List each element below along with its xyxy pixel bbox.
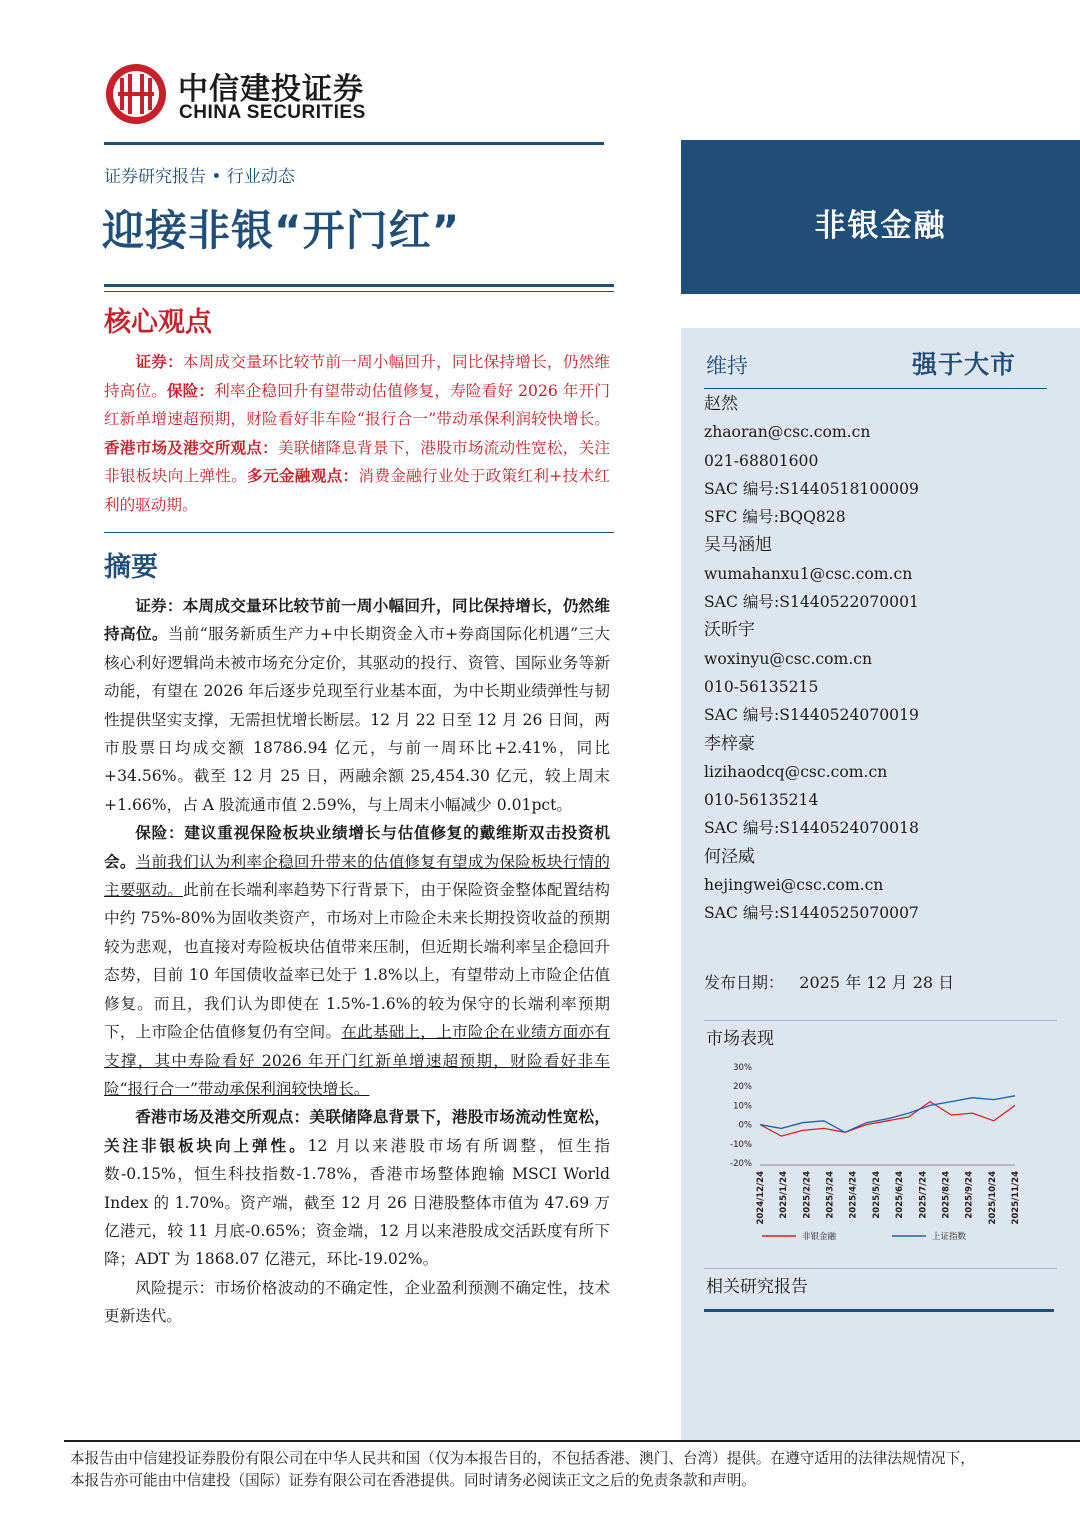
abstract-p3-text: 12 月以来港股市场有所调整，恒生指数-0.15%，恒生科技指数-1.78%，香港市场整体跑输 MSCI World Index 的 1.70%。资产端，截至 12 月 26 日港股整体市值为 47.69 万亿港元，较 11 月底-0.65%；资金端，12 月以来港股成交活跃度有所下降；ADT 为 1868.07 亿港元，环比-19.02%。	[104, 1136, 610, 1269]
legend-label: 非银金融	[802, 1232, 837, 1242]
x-tick-label: 2025/1/24	[779, 1171, 790, 1219]
analyst-sac: SAC 编号:S1440524070019	[704, 706, 919, 725]
abstract-paragraph	[104, 819, 610, 1103]
abstract-p1-bold: 证券：本周成交量环比较节前一周小幅回升，同比保持增长，仍然维持高位。	[104, 596, 610, 644]
x-tick-label: 2025/9/24	[964, 1171, 975, 1219]
analyst-sac: SAC 编号:S1440524070018	[704, 819, 919, 838]
publish-date-label: 发布日期：	[704, 973, 785, 992]
rating-value: 强于大市	[912, 350, 1017, 379]
y-tick-label: -10%	[730, 1139, 752, 1150]
analyst-email: woxinyu@csc.com.cn	[704, 649, 873, 668]
y-tick-label: 20%	[733, 1082, 752, 1093]
analyst-list	[704, 390, 1054, 928]
core-text-diversified: 消费金融行业处于政策红利+技术红利的驱动期。	[104, 467, 610, 514]
analyst-sfc: SFC 编号:BQQ828	[704, 508, 846, 527]
core-label-diversified: 多元金融观点：	[247, 466, 359, 485]
publish-date	[704, 970, 954, 993]
abstract-p3-bold: 香港市场及港交所观点：美联储降息背景下，港股市场流动性宽松，关注非银板块向上弹性。	[104, 1107, 610, 1155]
analyst-phone: 010-56135215	[704, 677, 819, 696]
analyst-email: lizihaodcq@csc.com.cn	[704, 762, 888, 781]
x-tick-label: 2025/10/24	[987, 1171, 998, 1225]
publish-date-value: 2025 年 12 月 28 日	[799, 973, 955, 992]
rating-rule	[704, 388, 1047, 389]
analyst-sac: SAC 编号:S1440518100009	[704, 479, 919, 498]
china-securities-logo-icon	[104, 62, 168, 126]
logo-name-cn: 中信建投证券	[178, 72, 364, 107]
y-tick-label: -20%	[730, 1159, 752, 1169]
x-tick-label: 2025/5/24	[871, 1171, 882, 1219]
related-rule-bottom	[704, 1309, 1054, 1312]
disclaimer-footer	[70, 1448, 1075, 1492]
analyst-sac: SAC 编号:S1440522070001	[704, 593, 919, 612]
abstract-body	[104, 592, 610, 1331]
abstract-p2-bold: 保险：建议重视保险板块业绩增长与估值修复的戴维斯双击投资机会。	[104, 823, 610, 871]
x-tick-label: 2025/3/24	[825, 1171, 836, 1219]
x-tick-label: 2025/2/24	[802, 1171, 813, 1219]
y-tick-label: 10%	[733, 1101, 752, 1112]
core-text-insurance: 利率企稳回升有望带动估值修复，寿险看好 2026 年开门红新单增速超预期，财险看好非车险“报行合一”带动承保利润较快增长。	[104, 381, 610, 428]
analyst-phone: 010-56135214	[704, 791, 819, 810]
abstract-paragraph	[104, 1274, 610, 1331]
title-rule-thick	[104, 284, 614, 287]
x-tick-label: 2025/7/24	[918, 1171, 929, 1219]
abstract-p2-underline-2: 在此基础上，上市险企在业绩方面亦有支撑，其中寿险看好 2026 年开门红新单增速超预期，财险看好非车险“报行合一”带动承保利润较快增长。	[104, 1023, 610, 1098]
abstract-p4-text: 风险提示：市场价格波动的不确定性，企业盈利预测不确定性，技术更新迭代。	[104, 1278, 610, 1326]
legend-label: 上证指数	[932, 1232, 967, 1242]
x-tick-label: 2025/4/24	[848, 1171, 859, 1219]
abstract-p2-text: 此前在长端利率趋势下行背景下，由于保险资金整体配置结构中约 75%-80%为固收类资产，市场对上市险企未来长期投资收益的预期较为悲观，也直接对寿险板块估值带来压制，但近期长端利率呈企稳回升态势，目前 10 年国债收益率已处于 1.8%以上，有望带动上市险企估值修复。而且，我们认为即使在 1.5%-1.6%的较为保守的长端利率预期下，上市险企估值修复仍有空间。	[104, 881, 610, 1042]
footer-rule	[64, 1440, 1080, 1442]
analyst-sac: SAC 编号:S1440525070007	[704, 904, 919, 923]
core-viewpoints-heading: 核心观点	[104, 307, 212, 338]
core-rule	[104, 532, 614, 533]
analyst-name: 吴马涵旭	[704, 535, 772, 556]
abstract-p2-underline-1: 当前我们认为利率企稳回升带来的估值修复有望成为保险板块行情的主要驱动。	[104, 852, 610, 900]
disclaimer-line: 本报告由中信建投证券股份有限公司在中华人民共和国（仅为本报告目的，不包括香港、澳门、台湾）提供。在遵守适用的法律法规情况下，	[70, 1450, 975, 1467]
abstract-paragraph	[104, 1103, 610, 1273]
market-rule	[704, 1020, 1057, 1021]
related-reports-heading: 相关研究报告	[706, 1277, 808, 1297]
analyst-phone: 021-68801600	[704, 451, 819, 470]
analyst-email: wumahanxu1@csc.com.cn	[704, 564, 913, 583]
core-label-hk: 香港市场及港交所观点：	[104, 437, 279, 457]
report-title: 迎接非银“开门红”	[102, 206, 461, 255]
x-tick-label: 2025/8/24	[941, 1171, 952, 1219]
x-tick-label: 2025/11/24	[1011, 1171, 1021, 1225]
title-rule-thin	[104, 291, 614, 292]
report-category: 证券研究报告 • 行业动态	[104, 167, 295, 187]
market-performance-chart	[720, 1055, 1050, 1250]
market-performance-heading: 市场表现	[706, 1029, 774, 1049]
company-logo	[104, 60, 404, 130]
rating-label: 维持	[706, 354, 748, 378]
analyst-email: zhaoran@csc.com.cn	[704, 423, 871, 442]
analyst-name: 沃昕宇	[704, 620, 755, 641]
analyst-name: 李梓豪	[704, 733, 755, 754]
x-tick-label: 2024/12/24	[756, 1171, 766, 1225]
analyst-name: 何泾威	[704, 846, 755, 867]
disclaimer-line: 本报告亦可能由中信建投（国际）证券有限公司在香港提供。同时请务必阅读正文之后的免责条款和声明。	[70, 1472, 756, 1489]
abstract-paragraph	[104, 592, 610, 819]
sector-banner	[681, 140, 1080, 294]
y-tick-label: 30%	[733, 1063, 752, 1073]
core-label-securities: 证券：	[135, 352, 183, 371]
header-rule-top	[104, 142, 604, 145]
abstract-p1-text: 当前“服务新质生产力+中长期资金入市+券商国际化机遇”三大核心利好逻辑尚未被市场充分定价，其驱动的投行、资管、国际业务等新动能，有望在 2026 年后逐步兑现至行业基本面，为中长期业绩弹性与韧性提供坚实支撑，无需担忧增长断层。12 月 22 日至 12 月 26 日间，两市股票日均成交额 18786.94 亿元，与前一周环比+2.41%，同比+34.56%。截至 12 月 25 日，两融余额 25,454.30 亿元，较上周末+1.66%，占 A 股流通市值 2.59%，与上周末小幅减少 0.01pct。	[104, 625, 610, 814]
abstract-heading: 摘要	[104, 552, 158, 583]
logo-name-en: CHINA SECURITIES	[179, 102, 366, 123]
core-text-hk: 美联储降息背景下，港股市场流动性宽松，关注非银板块向上弹性。	[104, 438, 610, 485]
analyst-name: 赵然	[704, 394, 738, 414]
core-text-securities: 本周成交量环比较节前一周小幅回升，同比保持增长，仍然维持高位。	[104, 353, 610, 400]
core-viewpoints-text	[104, 348, 610, 519]
related-rule-top	[704, 1268, 1057, 1269]
core-label-insurance: 保险：	[166, 380, 215, 400]
y-tick-label: 0%	[738, 1120, 752, 1131]
sector-name: 非银金融	[814, 208, 947, 244]
x-tick-label: 2025/6/24	[895, 1171, 906, 1219]
analyst-email: hejingwei@csc.com.cn	[704, 876, 884, 895]
